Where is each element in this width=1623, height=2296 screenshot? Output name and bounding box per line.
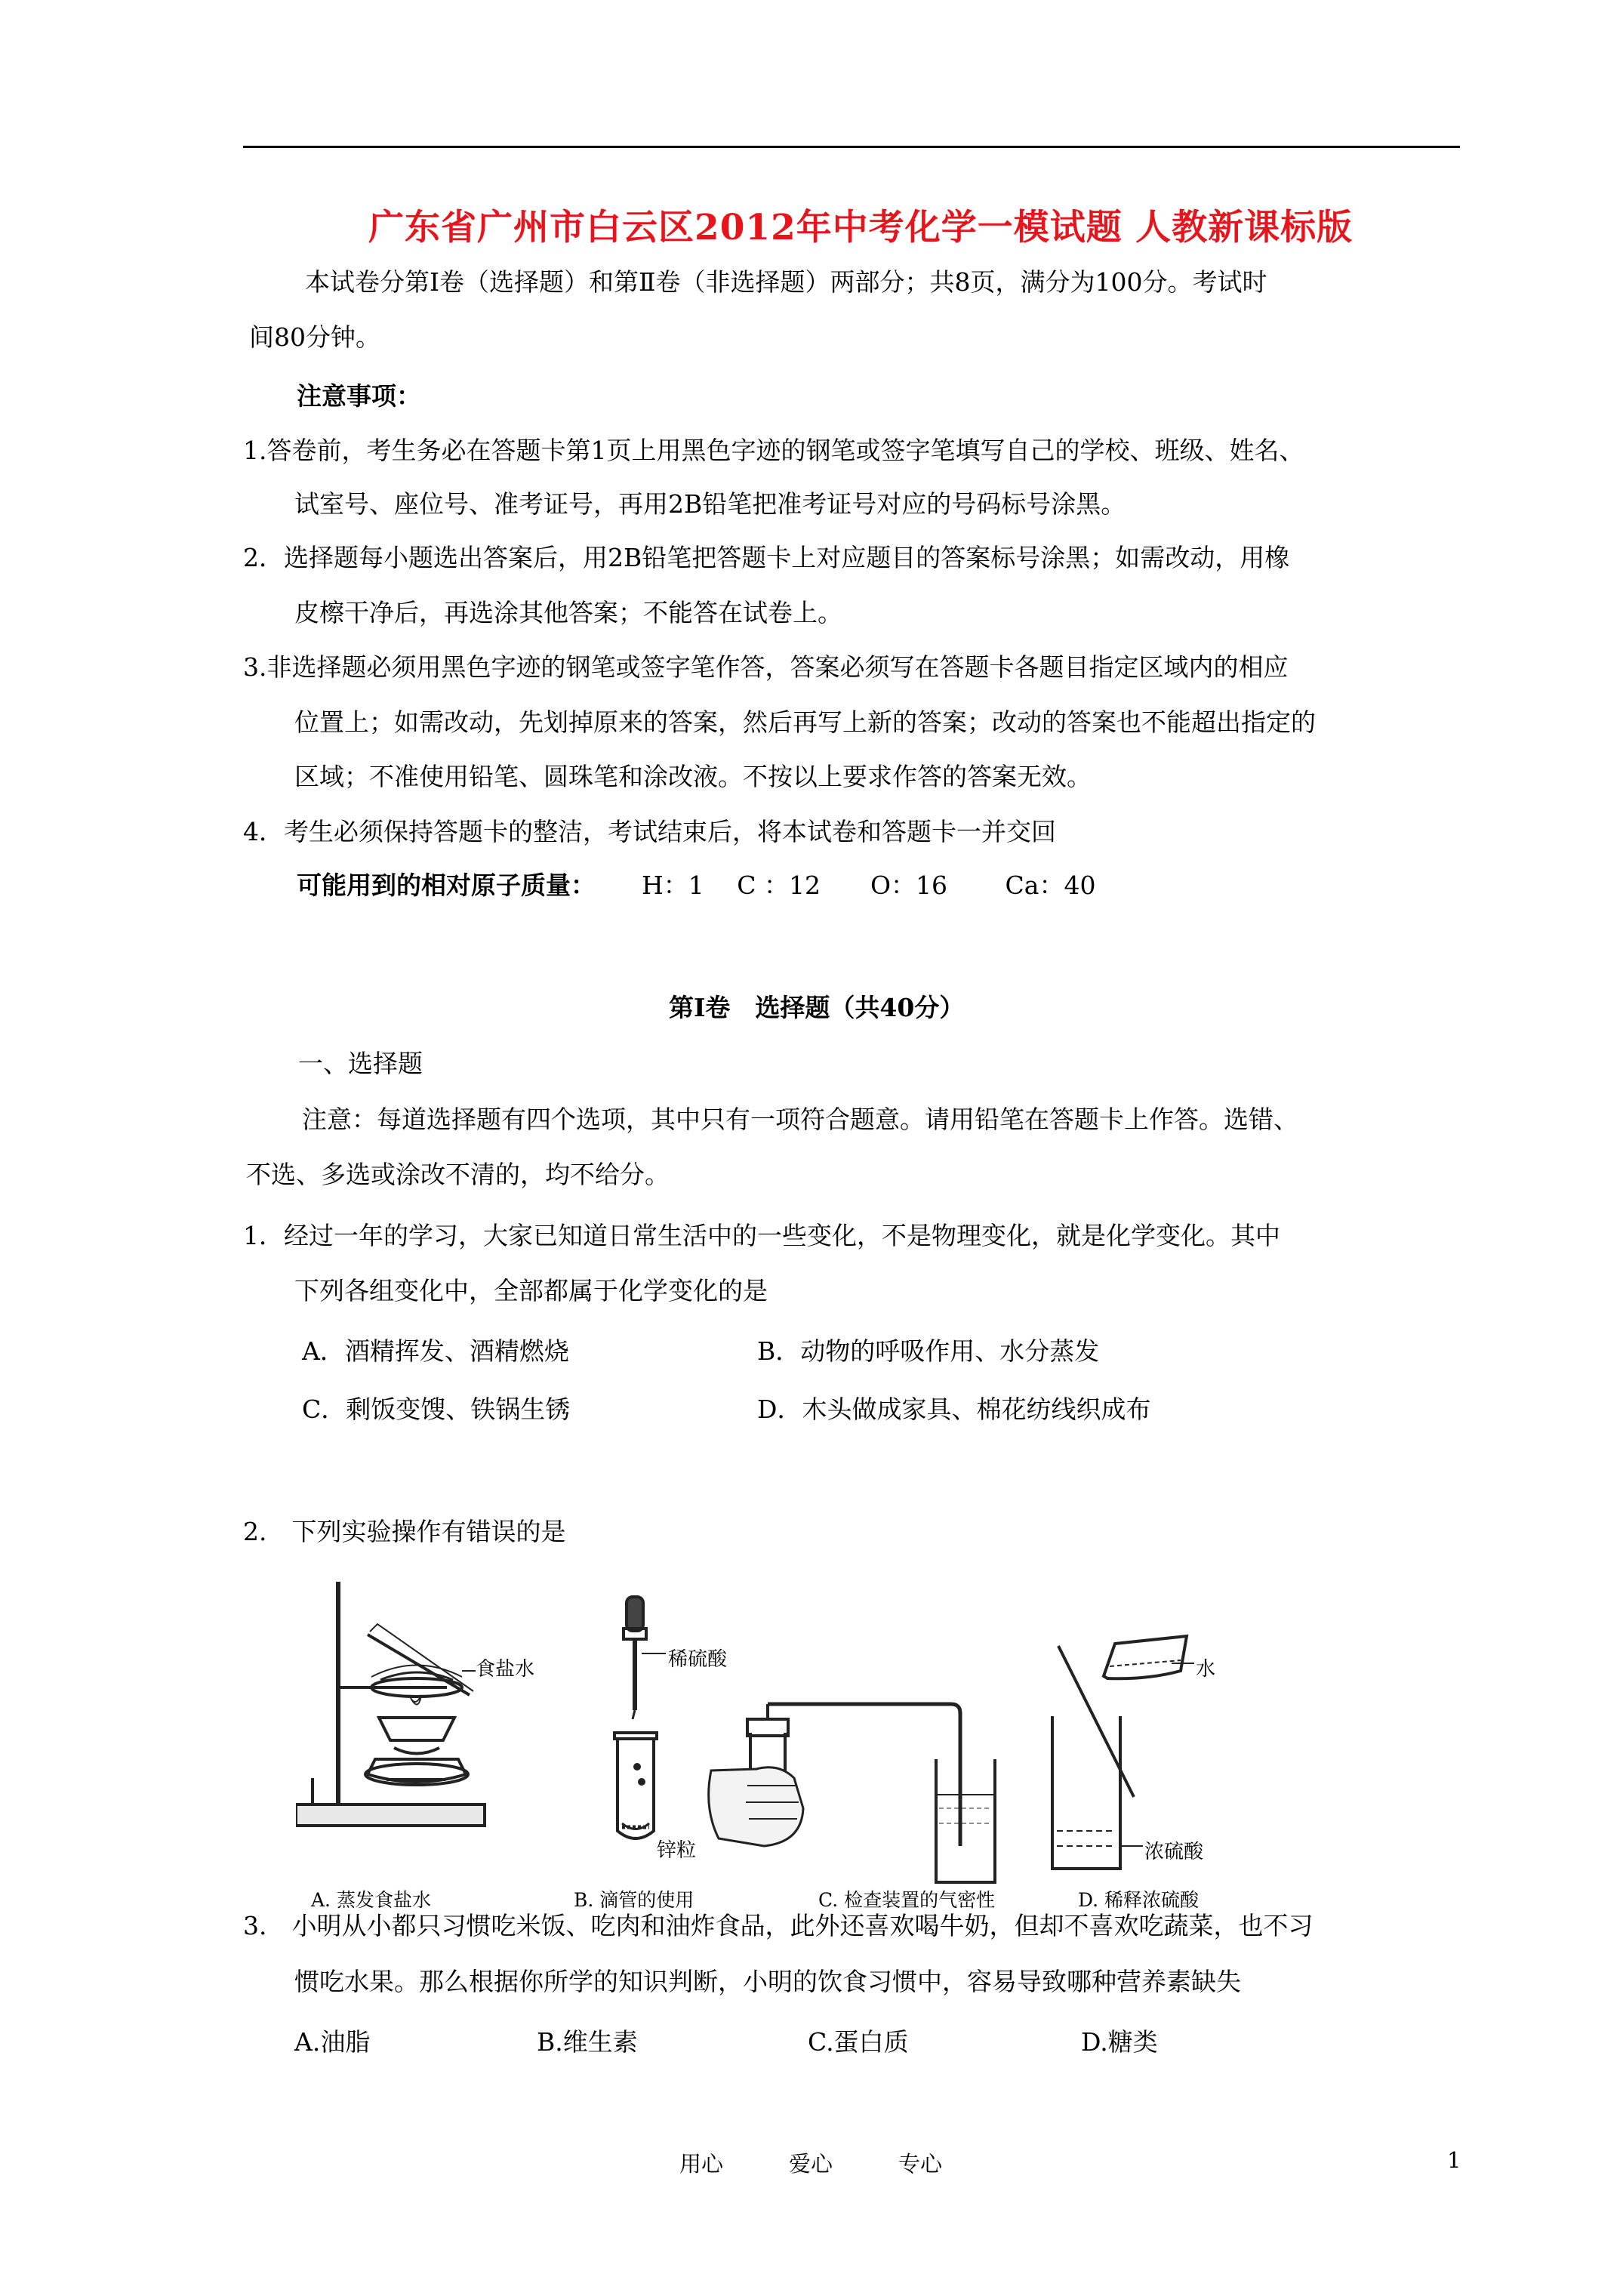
note-3-line-2: 位置上；如需改动，先划掉原来的答案，然后再写上新的答案；改动的答案也不能超出指定的 xyxy=(294,707,1316,737)
note-1-line-2: 试室号、座位号、准考证号，再用2B铅笔把准考证号对应的号码标号涂黑。 xyxy=(294,489,1126,519)
note-4: 4．考生必须保持答题卡的整洁，考试结束后，将本试卷和答题卡一并交回 xyxy=(243,817,1056,846)
section-1-part: 一、选择题 xyxy=(298,1049,423,1078)
section-1-note-line-1: 注意：每道选择题有四个选项，其中只有一项符合题意。请用铅笔在答题卡上作答。选错、 xyxy=(302,1105,1298,1134)
q1-option-a: A．酒精挥发、酒精燃烧 xyxy=(302,1336,569,1366)
intro-line-1: 本试卷分第Ⅰ卷（选择题）和第Ⅱ卷（非选择题）两部分；共8页，满分为100分。考试时 xyxy=(305,267,1267,297)
atomic-mass-values: H：1 C ：12 O：16 Ca：40 xyxy=(642,871,1096,900)
caption-a: A. 蒸发食盐水 xyxy=(311,1889,431,1911)
q1-stem-line-2: 下列各组变化中，全部都属于化学变化的是 xyxy=(294,1276,768,1305)
q3-option-c: C.蛋白质 xyxy=(808,2027,909,2057)
q3-stem-line-1: 3. 小明从小都只习惯吃米饭、吃肉和油炸食品，此外还喜欢喝牛奶，但却不喜欢吃蔬菜，也不习 xyxy=(243,1911,1313,1940)
label-salt-water: 食盐水 xyxy=(476,1658,535,1681)
note-2-line-2: 皮檫干净后，再选涂其他答案；不能答在试卷上。 xyxy=(294,598,842,627)
caption-b: B. 滴管的使用 xyxy=(574,1889,694,1911)
caption-d: D. 稀释浓硫酸 xyxy=(1078,1889,1200,1911)
dropper-drawing xyxy=(614,1597,666,1838)
note-3-line-1: 3.非选择题必须用黑色字迹的钢笔或签字笔作答，答案必须写在答题卡各题目指定区域内的相应 xyxy=(243,652,1289,682)
q1-option-d: D．木头做成家具、棉花纺线织成布 xyxy=(757,1395,1151,1424)
note-2-line-1: 2．选择题每小题选出答案后，用2B铅笔把答题卡上对应题目的答案标号涂黑；如需改动，用橡 xyxy=(243,543,1290,572)
notes-heading: 注意事项： xyxy=(297,381,421,411)
section-1-title: 第Ⅰ卷 选择题（共40分） xyxy=(669,993,965,1022)
q1-stem-line-1: 1．经过一年的学习，大家已知道日常生活中的一些变化，不是物理变化，就是化学变化。其中 xyxy=(243,1221,1280,1250)
airtightness-check-drawing xyxy=(709,1704,995,1882)
note-3-line-3: 区域；不准使用铅笔、圆珠笔和涂改液。不按以上要求作答的答案无效。 xyxy=(294,762,1092,791)
atomic-mass-label: 可能用到的相对原子质量： xyxy=(297,871,596,900)
q3-option-b: B.维生素 xyxy=(537,2027,638,2057)
q3-option-a: A.油脂 xyxy=(294,2027,371,2057)
evaporation-apparatus-drawing xyxy=(296,1582,485,1826)
q2-experiment-figure xyxy=(296,1582,1504,1911)
label-water: 水 xyxy=(1196,1658,1216,1681)
label-zinc: 锌粒 xyxy=(657,1839,697,1862)
q3-stem-line-2: 惯吃水果。那么根据你所学的知识判断，小明的饮食习惯中，容易导致哪种营养素缺失 xyxy=(294,1967,1241,1996)
page-number: 1 xyxy=(1447,2147,1461,2173)
section-1-note-line-2: 不选、多选或涂改不清的，均不给分。 xyxy=(246,1160,670,1189)
q2-stem: 2. 下列实验操作有错误的是 xyxy=(243,1517,566,1546)
q3-option-d: D.糖类 xyxy=(1081,2027,1158,2057)
footer-text: 用心 爱心 专心 xyxy=(679,2151,943,2177)
label-conc-acid: 浓硫酸 xyxy=(1144,1841,1204,1863)
q1-option-c: C．剩饭变馊、铁锅生锈 xyxy=(302,1395,571,1424)
dilution-drawing xyxy=(1052,1636,1194,1869)
header-rule xyxy=(243,146,1460,148)
q1-option-b: B．动物的呼吸作用、水分蒸发 xyxy=(757,1336,1100,1366)
page-title: 广东省广州市白云区2012年中考化学一模试题 人教新课标版 xyxy=(368,207,1354,248)
intro-line-2: 间80分钟。 xyxy=(249,322,380,352)
note-1-line-1: 1.答卷前，考生务必在答题卡第1页上用黑色字迹的钢笔或签字笔填写自己的学校、班级、姓名、 xyxy=(243,436,1304,465)
label-dilute-acid: 稀硫酸 xyxy=(668,1648,728,1671)
caption-c: C. 检查装置的气密性 xyxy=(818,1889,996,1911)
